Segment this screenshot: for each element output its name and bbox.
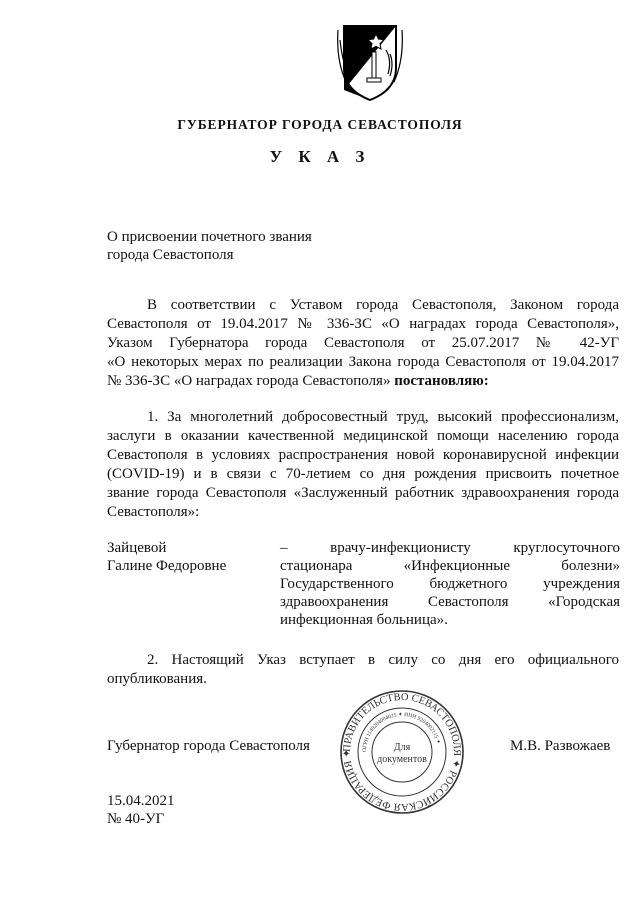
subject-line: О присвоении почетного звания <box>107 229 312 245</box>
preamble-line: Севастополя от 19.04.2017 № 336-ЗС «О наградах города Севастополя», <box>107 316 619 332</box>
signatory-title: Губернатор города Севастополя <box>107 738 310 754</box>
awardee-name <box>107 539 226 575</box>
document-subject <box>107 228 312 264</box>
preamble-paragraph <box>107 296 619 391</box>
official-seal <box>338 688 466 816</box>
document-number: № 40-УГ <box>107 811 165 827</box>
decision-word: постановляю: <box>394 373 489 389</box>
preamble-line: «О некоторых мерах по реализации Закона города Севастополя от 19.04.2017 <box>107 354 619 370</box>
subject-line: города Севастополя <box>107 247 234 263</box>
clause-line: Севастополя в условиях распространения новой коронавирусной инфекции <box>107 447 619 463</box>
document-type: У К А З <box>269 147 371 166</box>
seal-center-line2: документов <box>377 754 427 765</box>
clause-line: 2. Настоящий Указ вступает в силу со дня его официального <box>147 652 619 668</box>
seal-inner-text: ОГРН 1149204004025 ✦ ИНН 9204002115 ✦ <box>361 711 442 753</box>
clause-line: 1. За многолетний добросовестный труд, высокий профессионализм, <box>147 409 619 425</box>
position-line: – врачу-инфекционисту круглосуточного <box>280 540 620 556</box>
coat-of-arms-icon <box>336 20 404 102</box>
preamble-last-line-text: № 336-ЗС «О наградах города Севастополя» <box>107 373 395 389</box>
position-line: инфекционная больница». <box>280 612 448 628</box>
clause-line: заслуги в оказании качественной медицинской помощи населению города <box>107 428 619 444</box>
awardee-given-name: Галине Федоровне <box>107 558 227 574</box>
seal-outer-text: ПРАВИТЕЛЬСТВО СЕВАСТОПОЛЯ ✦ РОССИЙСКАЯ ФЕДЕРАЦИЯ ✦ <box>341 691 463 813</box>
preamble-line <box>107 372 619 391</box>
signatory-name: М.В. Развожаев <box>510 738 611 754</box>
seal-center-line1: Для <box>393 742 411 753</box>
clause-line: (COVID-19) и в связи с 70-летием со дня рождения присвоить почетное <box>107 466 619 482</box>
clause-line: звание города Севастополя «Заслуженный работник здравоохранения города <box>107 485 619 501</box>
clause-1 <box>107 408 619 522</box>
preamble-line: В соответствии с Уставом города Севастополя, Законом города <box>147 297 619 313</box>
clause-2 <box>107 651 619 689</box>
document-date: 15.04.2021 <box>107 793 175 809</box>
preamble-line: Указом Губернатора города Севастополя от 25.07.2017 № 42-УГ <box>107 335 619 351</box>
clause-line: Севастополя»: <box>107 504 200 520</box>
awardee-position <box>280 539 620 629</box>
awardee-surname: Зайцевой <box>107 540 167 556</box>
position-line: Государственного бюджетного учреждения <box>280 576 620 592</box>
clause-line: опубликования. <box>107 671 207 687</box>
issuer-title: ГУБЕРНАТОР ГОРОДА СЕВАСТОПОЛЯ <box>177 117 463 132</box>
position-line: здравоохранения Севастополя «Городская <box>280 594 620 610</box>
position-line: стационара «Инфекционные болезни» <box>280 558 620 574</box>
